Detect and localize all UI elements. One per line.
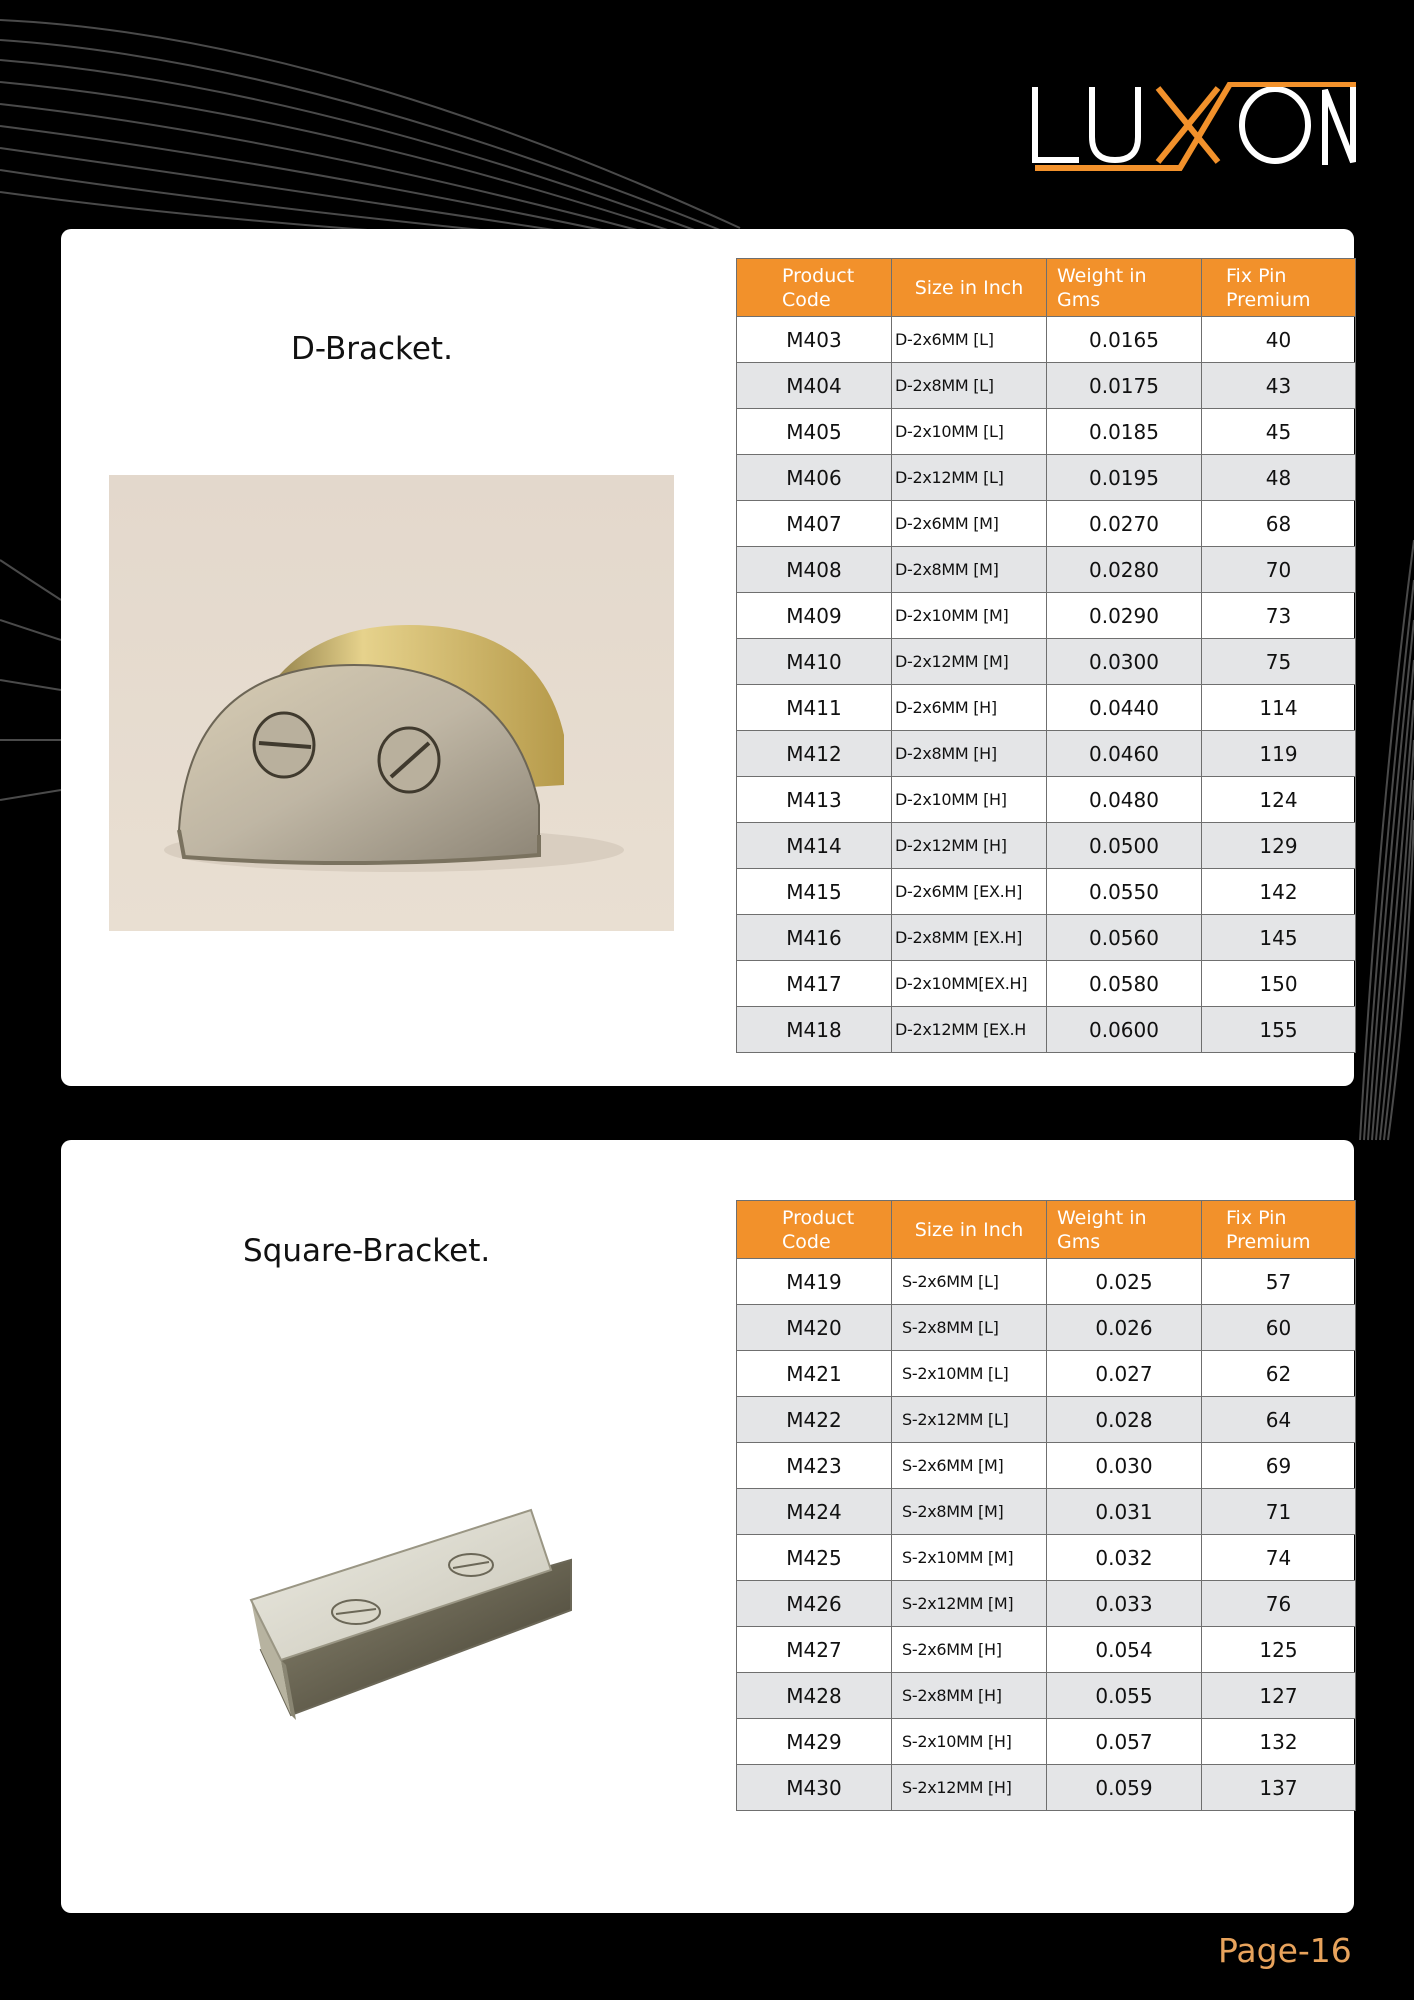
cell-weight: 0.0270: [1047, 501, 1202, 547]
table-row: [737, 1673, 1356, 1719]
cell-weight: 0.0185: [1047, 409, 1202, 455]
square-bracket-spec-table: [736, 1200, 1356, 1811]
header-fix-pin: Fix Pin Premium: [1202, 1201, 1356, 1259]
cell-weight: 0.054: [1047, 1627, 1202, 1673]
cell-code: M404: [737, 363, 892, 409]
cell-weight: 0.0550: [1047, 869, 1202, 915]
cell-size: S-2x12MM [M]: [892, 1581, 1047, 1627]
cell-code: M421: [737, 1351, 892, 1397]
cell-size: D-2x10MM [L]: [892, 409, 1047, 455]
cell-size: S-2x10MM [H]: [892, 1719, 1047, 1765]
square-bracket-photo: [171, 1360, 631, 1750]
cell-size: D-2x6MM [M]: [892, 501, 1047, 547]
cell-weight: 0.0290: [1047, 593, 1202, 639]
cell-size: S-2x10MM [L]: [892, 1351, 1047, 1397]
table-row: [737, 961, 1356, 1007]
table-row: [737, 1535, 1356, 1581]
cell-code: M422: [737, 1397, 892, 1443]
table-row: [737, 915, 1356, 961]
cell-code: M412: [737, 731, 892, 777]
table-row: [737, 1765, 1356, 1811]
cell-weight: 0.026: [1047, 1305, 1202, 1351]
cell-pin: 75: [1202, 639, 1356, 685]
header-product-code: Product Code: [737, 1201, 892, 1259]
cell-code: M424: [737, 1489, 892, 1535]
table-row: [737, 1351, 1356, 1397]
cell-size: S-2x10MM [M]: [892, 1535, 1047, 1581]
cell-code: M429: [737, 1719, 892, 1765]
header-size: Size in Inch: [892, 259, 1047, 317]
table-row: [737, 501, 1356, 547]
table-row: [737, 593, 1356, 639]
header-product-code: Product Code: [737, 259, 892, 317]
cell-code: M406: [737, 455, 892, 501]
cell-weight: 0.033: [1047, 1581, 1202, 1627]
cell-size: D-2x8MM [EX.H]: [892, 915, 1047, 961]
cell-pin: 132: [1202, 1719, 1356, 1765]
page-number: Page-16: [1218, 1931, 1352, 1970]
table-row: [737, 1719, 1356, 1765]
cell-pin: 64: [1202, 1397, 1356, 1443]
cell-code: M409: [737, 593, 892, 639]
cell-code: M405: [737, 409, 892, 455]
d-bracket-card: [61, 229, 1354, 1086]
cell-code: M423: [737, 1443, 892, 1489]
cell-size: S-2x8MM [L]: [892, 1305, 1047, 1351]
table-row: [737, 869, 1356, 915]
table-row: [737, 823, 1356, 869]
cell-size: D-2x8MM [H]: [892, 731, 1047, 777]
table-row: [737, 685, 1356, 731]
cell-pin: 45: [1202, 409, 1356, 455]
cell-code: M420: [737, 1305, 892, 1351]
cell-pin: 145: [1202, 915, 1356, 961]
cell-pin: 68: [1202, 501, 1356, 547]
cell-weight: 0.0460: [1047, 731, 1202, 777]
cell-code: M416: [737, 915, 892, 961]
cell-weight: 0.0165: [1047, 317, 1202, 363]
table-row: [737, 1627, 1356, 1673]
cell-pin: 71: [1202, 1489, 1356, 1535]
cell-weight: 0.0440: [1047, 685, 1202, 731]
product-title: D-Bracket.: [291, 331, 453, 367]
cell-code: M408: [737, 547, 892, 593]
cell-weight: 0.055: [1047, 1673, 1202, 1719]
cell-code: M428: [737, 1673, 892, 1719]
cell-weight: 0.027: [1047, 1351, 1202, 1397]
cell-pin: 125: [1202, 1627, 1356, 1673]
cell-code: M415: [737, 869, 892, 915]
cell-code: M425: [737, 1535, 892, 1581]
table-row: [737, 1489, 1356, 1535]
cell-size: S-2x8MM [M]: [892, 1489, 1047, 1535]
cell-size: S-2x12MM [H]: [892, 1765, 1047, 1811]
cell-pin: 150: [1202, 961, 1356, 1007]
cell-weight: 0.030: [1047, 1443, 1202, 1489]
cell-size: D-2x12MM [EX.H: [892, 1007, 1047, 1053]
cell-weight: 0.059: [1047, 1765, 1202, 1811]
cell-code: M414: [737, 823, 892, 869]
table-row: [737, 1581, 1356, 1627]
cell-pin: 76: [1202, 1581, 1356, 1627]
cell-size: D-2x12MM [M]: [892, 639, 1047, 685]
cell-size: S-2x6MM [M]: [892, 1443, 1047, 1489]
cell-pin: 129: [1202, 823, 1356, 869]
header-weight: Weight in Gms: [1047, 1201, 1202, 1259]
header-weight: Weight in Gms: [1047, 259, 1202, 317]
table-row: [737, 777, 1356, 823]
cell-size: D-2x6MM [EX.H]: [892, 869, 1047, 915]
cell-pin: 57: [1202, 1259, 1356, 1305]
cell-pin: 48: [1202, 455, 1356, 501]
table-row: [737, 1397, 1356, 1443]
cell-pin: 62: [1202, 1351, 1356, 1397]
table-row: [737, 1007, 1356, 1053]
cell-pin: 43: [1202, 363, 1356, 409]
header-fix-pin: Fix Pin Premium: [1202, 259, 1356, 317]
luxon-logo: [1030, 82, 1356, 172]
cell-pin: 124: [1202, 777, 1356, 823]
cell-size: D-2x8MM [L]: [892, 363, 1047, 409]
cell-code: M403: [737, 317, 892, 363]
cell-code: M427: [737, 1627, 892, 1673]
cell-size: S-2x12MM [L]: [892, 1397, 1047, 1443]
table-row: [737, 547, 1356, 593]
cell-code: M407: [737, 501, 892, 547]
cell-code: M410: [737, 639, 892, 685]
cell-code: M418: [737, 1007, 892, 1053]
table-row: [737, 317, 1356, 363]
cell-weight: 0.032: [1047, 1535, 1202, 1581]
table-row: [737, 1443, 1356, 1489]
cell-weight: 0.0560: [1047, 915, 1202, 961]
cell-pin: 40: [1202, 317, 1356, 363]
cell-weight: 0.0300: [1047, 639, 1202, 685]
table-row: [737, 639, 1356, 685]
cell-weight: 0.028: [1047, 1397, 1202, 1443]
cell-code: M413: [737, 777, 892, 823]
cell-pin: 60: [1202, 1305, 1356, 1351]
d-bracket-spec-table: [736, 258, 1356, 1053]
cell-size: D-2x10MM [H]: [892, 777, 1047, 823]
cell-code: M411: [737, 685, 892, 731]
cell-size: S-2x6MM [H]: [892, 1627, 1047, 1673]
cell-pin: 119: [1202, 731, 1356, 777]
cell-weight: 0.0500: [1047, 823, 1202, 869]
cell-weight: 0.031: [1047, 1489, 1202, 1535]
cell-pin: 73: [1202, 593, 1356, 639]
cell-weight: 0.0195: [1047, 455, 1202, 501]
cell-pin: 70: [1202, 547, 1356, 593]
cell-weight: 0.0175: [1047, 363, 1202, 409]
cell-pin: 137: [1202, 1765, 1356, 1811]
table-row: [737, 731, 1356, 777]
table-row: [737, 1259, 1356, 1305]
cell-pin: 74: [1202, 1535, 1356, 1581]
cell-size: D-2x8MM [M]: [892, 547, 1047, 593]
cell-weight: 0.057: [1047, 1719, 1202, 1765]
cell-size: D-2x12MM [H]: [892, 823, 1047, 869]
cell-weight: 0.0480: [1047, 777, 1202, 823]
d-bracket-photo: [109, 475, 674, 931]
cell-weight: 0.025: [1047, 1259, 1202, 1305]
cell-size: D-2x10MM [M]: [892, 593, 1047, 639]
cell-code: M419: [737, 1259, 892, 1305]
cell-size: S-2x8MM [H]: [892, 1673, 1047, 1719]
cell-pin: 155: [1202, 1007, 1356, 1053]
cell-weight: 0.0280: [1047, 547, 1202, 593]
cell-code: M426: [737, 1581, 892, 1627]
cell-size: D-2x10MM[EX.H]: [892, 961, 1047, 1007]
square-bracket-card: [61, 1140, 1354, 1913]
cell-size: D-2x6MM [H]: [892, 685, 1047, 731]
cell-weight: 0.0580: [1047, 961, 1202, 1007]
table-row: [737, 363, 1356, 409]
cell-pin: 142: [1202, 869, 1356, 915]
product-title: Square-Bracket.: [243, 1233, 491, 1269]
table-row: [737, 1305, 1356, 1351]
cell-pin: 127: [1202, 1673, 1356, 1719]
cell-size: D-2x6MM [L]: [892, 317, 1047, 363]
table-header-row: [737, 1201, 1356, 1259]
cell-pin: 114: [1202, 685, 1356, 731]
cell-code: M430: [737, 1765, 892, 1811]
cell-size: D-2x12MM [L]: [892, 455, 1047, 501]
cell-size: S-2x6MM [L]: [892, 1259, 1047, 1305]
table-header-row: [737, 259, 1356, 317]
table-row: [737, 455, 1356, 501]
header-size: Size in Inch: [892, 1201, 1047, 1259]
cell-weight: 0.0600: [1047, 1007, 1202, 1053]
cell-code: M417: [737, 961, 892, 1007]
table-row: [737, 409, 1356, 455]
cell-pin: 69: [1202, 1443, 1356, 1489]
